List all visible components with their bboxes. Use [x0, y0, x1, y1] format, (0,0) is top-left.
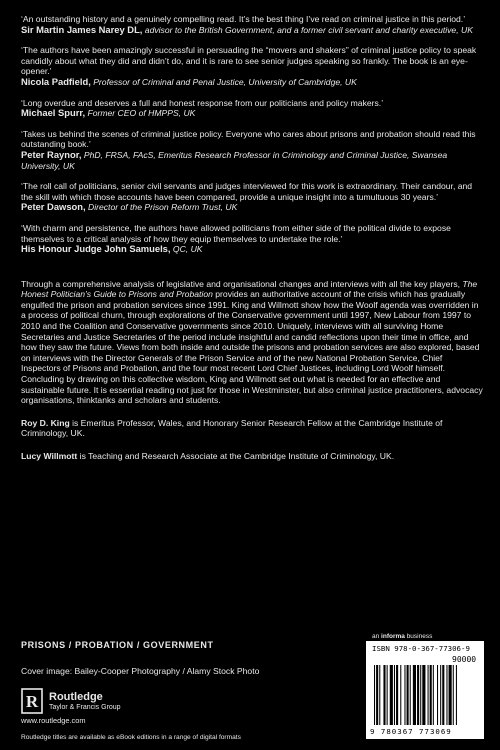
book-title: The Honest Politician’s Guide to Prisons and Probation: [21, 278, 478, 300]
barcode-digits: 9 780367 773069: [370, 727, 452, 736]
quote-author: His Honour Judge John Samuels,: [21, 243, 171, 255]
quote-author: Peter Dawson,: [21, 201, 86, 213]
book-description: [21, 279, 483, 406]
endorsement-quote: [21, 129, 483, 171]
quote-text: ‘The roll call of politicians, senior civil servants and judges interviewed for this work is extraordinary. Their candour, and the skill with which those accounts have been compared, provide a unique insight into a tumultuous 30 years.’: [21, 181, 473, 202]
barcode-icon: [374, 665, 476, 725]
quote-attribution: [21, 108, 483, 119]
publisher-url: www.routledge.com: [21, 716, 86, 725]
informa-business-label: an informa business: [372, 633, 433, 640]
subject-categories: PRISONS / PROBATION / GOVERNMENT: [21, 640, 214, 650]
routledge-logo-icon: [21, 688, 43, 714]
endorsement-quote: [21, 181, 483, 213]
quote-text: ‘With charm and persistence, the authors have allowed politicians from either side of the political divide to expose themselves to a critical analysis of how they equip themselves to undertake the role.’: [21, 222, 451, 244]
publisher-name: Routledge: [49, 690, 103, 703]
quote-credentials: Former CEO of HMPPS, UK: [85, 108, 196, 119]
author-bio: [21, 418, 483, 439]
author-name: Lucy Willmott: [21, 451, 78, 461]
quote-credentials: PhD, FRSA, FAcS, Emeritus Research Professor in Criminology and Criminal Justice, Swansea University, UK: [21, 149, 448, 171]
author-name: Roy D. King: [21, 417, 70, 428]
quote-attribution: [21, 25, 483, 36]
quote-text: ‘The authors have been amazingly successful in persuading the “movers and shakers” of criminal justice policy to speak candidly about what they did and didn’t do, and it is rare to see senior judges speaking so frankly. The book is an eye-opener.’: [21, 45, 477, 77]
author-bio: [21, 451, 483, 462]
publisher-block: [21, 688, 121, 714]
isbn-barcode: [366, 641, 484, 739]
quote-attribution: [21, 77, 483, 88]
quote-text: ‘An outstanding history and a genuinely compelling read. It’s the best thing I’ve read on criminal justice in this period.’: [21, 14, 466, 24]
endorsements: [21, 14, 483, 255]
quote-credentials: Director of the Prison Reform Trust, UK: [85, 202, 238, 213]
quote-author: Peter Raynor,: [21, 148, 82, 160]
description-body: provides an authoritative account of the crisis which has gradually engulfed the prison and probation services since 1991. King and Willmott show how the Woolf agenda was overridden in a process of political churn, through explorations of the Conservative government until 1997, New Labour from 1997 to 2010 and the Coalition and Conservative governments since 2010. Uniquely, interviews with all surviving Home Secretaries and Justice Secretaries of the period include insightful and candid reflections upon their time in office, and how they saw the future. Views from both inside and outside the prisons and probation services are also explored, based on interviews with the Director Generals of the Prison Service and of the new National Probation Service, Chief Inspectors of Prisons and Probation, and the four most recent Lord Chief Justices, including Lord Woolf himself. Concluding by drawing on this collective wisdom, King and Willmott set out what is needed for an effective and sustainable future. It is essential reading not just for those in Westminster, but also criminal justice practitioners, advocacy organisations, thinktanks and scholars and students.: [21, 289, 483, 406]
endorsement-quote: [21, 223, 483, 255]
quote-text: ‘Long overdue and deserves a full and honest response from our politicians and policy makers.’: [21, 97, 384, 108]
quote-author: Nicola Padfield,: [21, 75, 91, 87]
quote-text: ‘Takes us behind the scenes of criminal justice policy. Everyone who cares about prisons and probation should read this outstanding book.’: [21, 128, 476, 150]
ebook-note: Routledge titles are available as eBook editions in a range of digital formats: [21, 734, 241, 741]
quote-attribution: [21, 150, 483, 171]
publisher-group: Taylor & Francis Group: [49, 703, 121, 711]
price-code: 90000: [452, 655, 477, 664]
quote-attribution: [21, 244, 483, 255]
quote-credentials: QC, UK: [170, 244, 203, 255]
svg-text:R: R: [25, 692, 39, 711]
endorsement-quote: [21, 98, 483, 119]
quote-credentials: Professor of Criminal and Penal Justice, University of Cambridge, UK: [90, 76, 357, 87]
endorsement-quote: [21, 45, 483, 87]
author-bio-text: is Emeritus Professor, Wales, and Honorary Senior Research Fellow at the Cambridge Institute of Criminology, UK.: [21, 417, 443, 439]
cover-credit: Cover image: Bailey-Cooper Photography / Alamy Stock Photo: [21, 666, 260, 676]
quote-author: Michael Spurr,: [21, 107, 86, 119]
author-bio-text: is Teaching and Research Associate at the Cambridge Institute of Criminology, UK.: [77, 451, 395, 461]
isbn-label: ISBN 978-0-367-77306-9: [372, 644, 470, 653]
quote-attribution: [21, 202, 483, 213]
quote-author: Sir Martin James Narey DL,: [21, 23, 143, 35]
quote-credentials: advisor to the British Government, and a former civil servant and charity executive, UK: [142, 24, 473, 35]
back-cover-content: [21, 14, 483, 474]
endorsement-quote: [21, 14, 483, 35]
description-intro: Through a comprehensive analysis of legislative and organisational changes and interviews with all the key players,: [21, 278, 463, 289]
